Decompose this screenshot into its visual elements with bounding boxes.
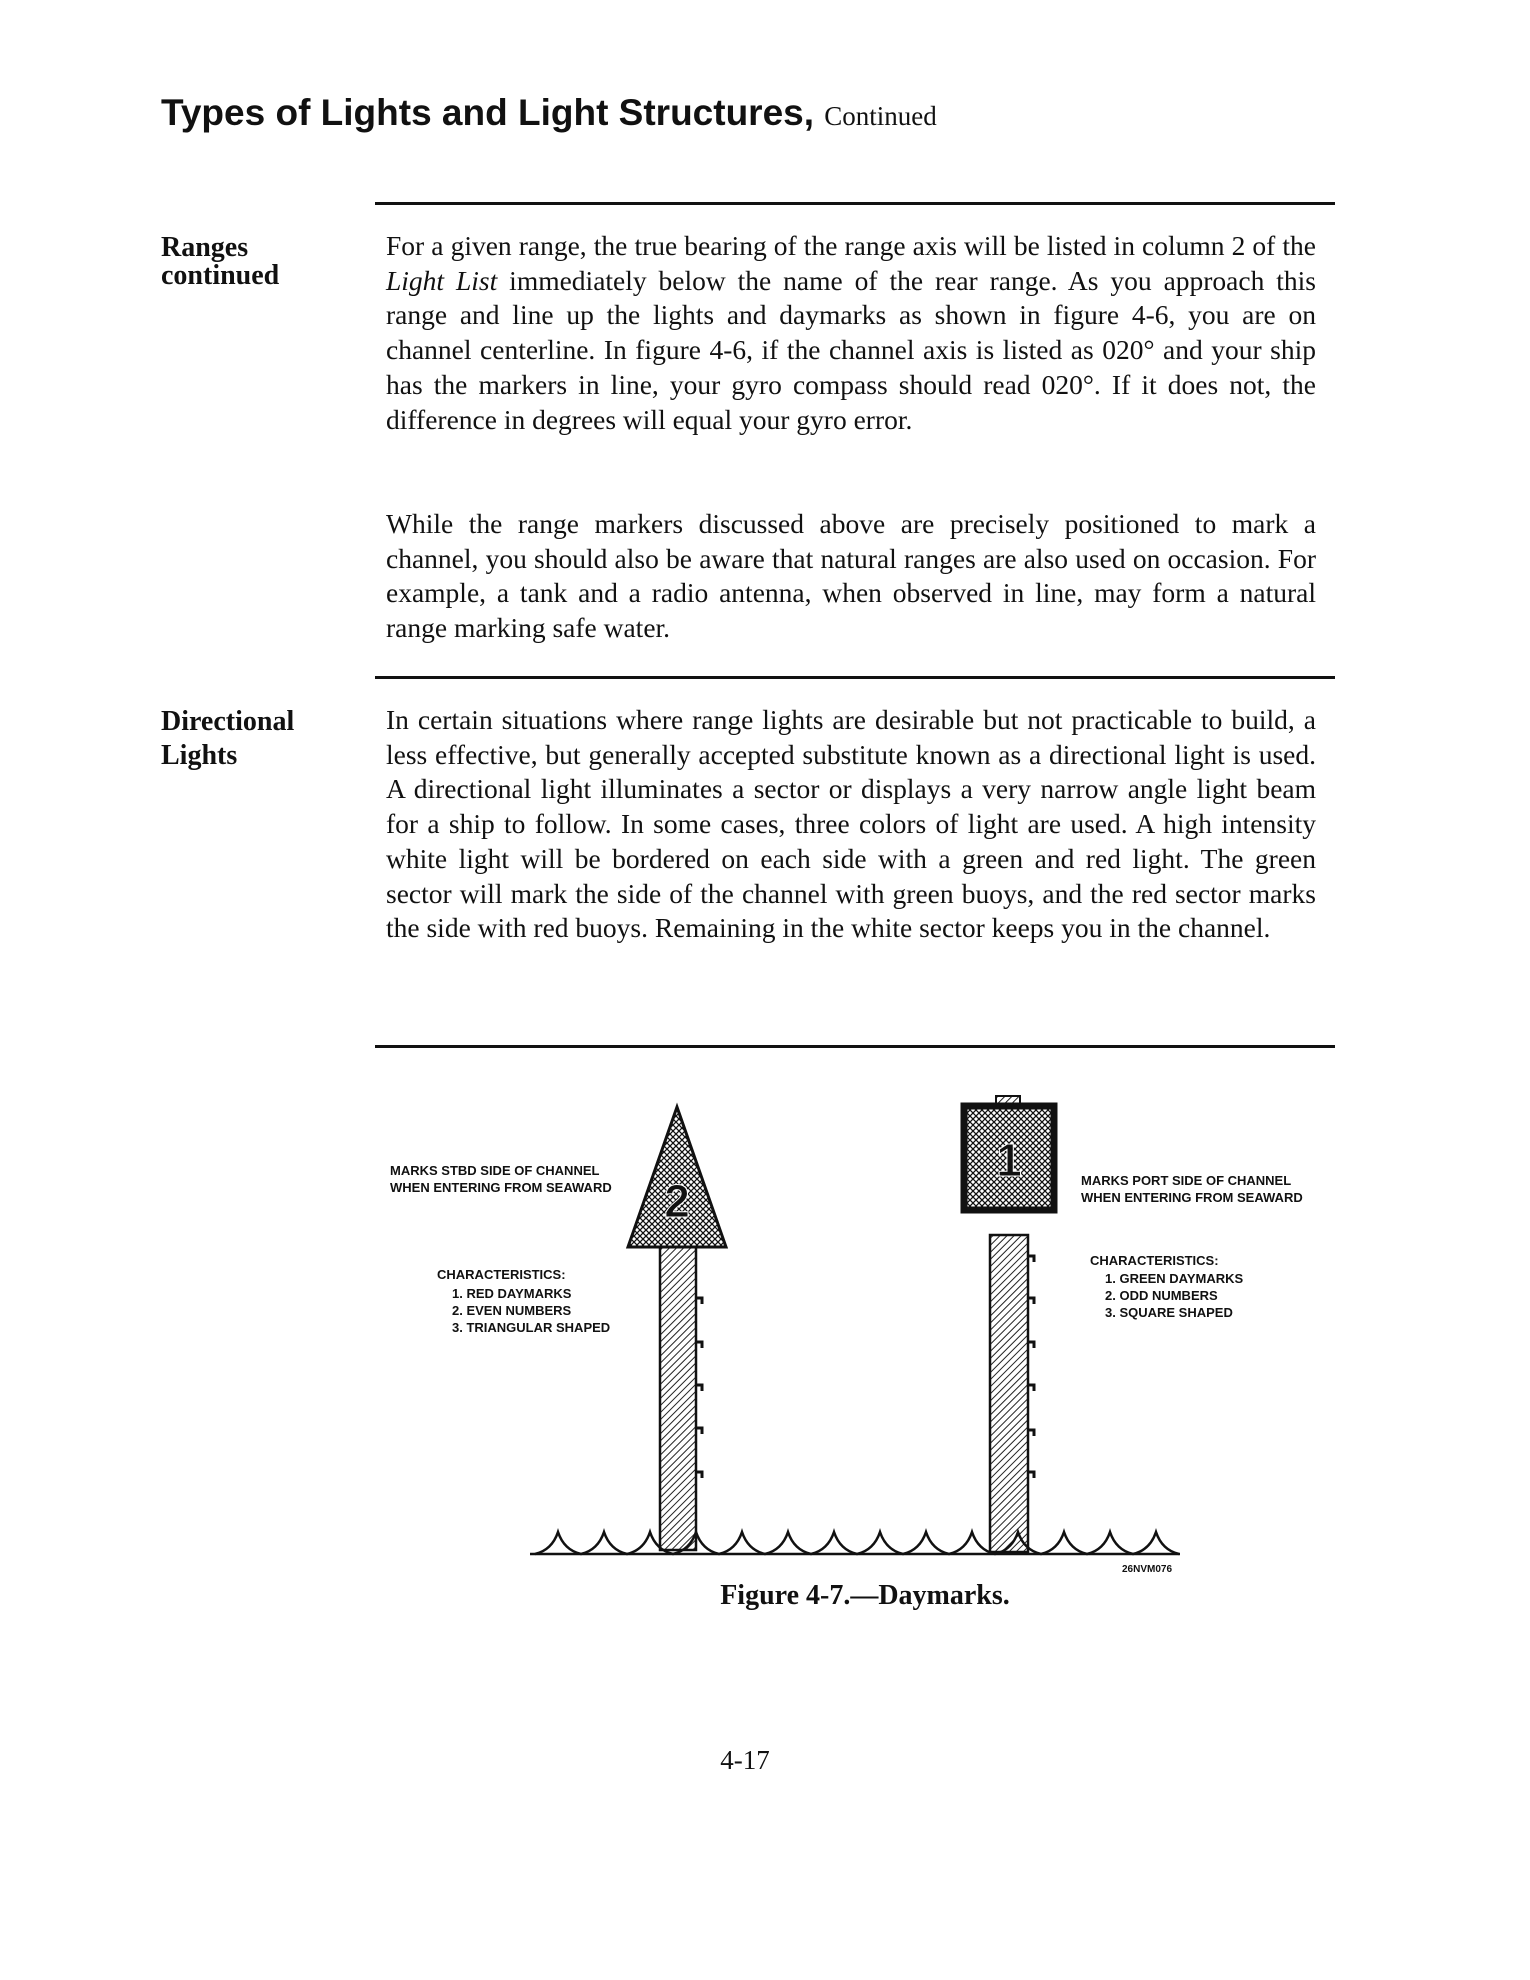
- left-label-line-2: WHEN ENTERING FROM SEAWARD: [390, 1180, 612, 1195]
- left-characteristic-1: 1. RED DAYMARKS: [452, 1286, 572, 1301]
- section-rule: [375, 1045, 1335, 1048]
- section-rule: [375, 676, 1335, 679]
- page-title-main: Types of Lights and Light Structures,: [161, 92, 815, 133]
- daymark-number-2: 2: [664, 1175, 690, 1227]
- paragraph-text: [386, 229, 1316, 437]
- side-label-line: Directional: [161, 706, 295, 737]
- side-label-line: Ranges: [161, 232, 249, 263]
- paragraph-text: While the range markers discussed above are precisely positioned to mark a channel, you should also be aware that natural ranges are also used on occasion. For example, a tank and a radio antenna, when observed in line, may form a natural range marking safe water.: [386, 508, 1316, 644]
- figure-code: 26NVM076: [1122, 1564, 1173, 1575]
- paragraph-ranges-1: [386, 229, 1316, 437]
- daymarks-illustration: [370, 1080, 1330, 1600]
- right-characteristic-3: 3. SQUARE SHAPED: [1105, 1305, 1233, 1320]
- left-characteristics-title: CHARACTERISTICS:: [437, 1267, 566, 1282]
- page-title-continued: Continued: [824, 101, 937, 131]
- daymarks-figure: [370, 1080, 1330, 1605]
- right-label-line-2: WHEN ENTERING FROM SEAWARD: [1081, 1190, 1303, 1205]
- daymark-number-1: 1: [996, 1134, 1022, 1186]
- text-segment-italic: Light List: [386, 264, 498, 296]
- side-label-line: Lights: [161, 740, 238, 771]
- side-label-directional-lights: [161, 705, 294, 773]
- paragraph-text: In certain situations where range lights are desirable but not practicable to build, a less effective, but generally accepted substitute known as a directional light is used. A directional light illuminates a sector or displays a very narrow angle light beam for a ship to follow. In some cases, three colors of light are used. A high intensity white light will be bordered on each side with a green and red light. The green sector will mark the side of the channel with green buoys, and the red sector marks the side with red buoys. Remaining in the white sector keeps you in the channel.: [386, 704, 1316, 944]
- left-characteristic-2: 2. EVEN NUMBERS: [452, 1303, 572, 1318]
- paragraph-ranges-2: [386, 507, 1316, 646]
- text-segment: For a given range, the true bearing of the range axis will be listed in column 2 of the: [386, 230, 1316, 261]
- side-label-line: continued: [161, 260, 280, 291]
- water-waves: [530, 1532, 1180, 1554]
- right-pole: [990, 1235, 1028, 1552]
- paragraph-directional: [386, 703, 1316, 946]
- section-rule: [375, 202, 1335, 205]
- right-characteristics-title: CHARACTERISTICS:: [1090, 1253, 1219, 1268]
- left-pole: [660, 1245, 696, 1550]
- page-title: [161, 92, 937, 134]
- side-label-ranges: [161, 234, 279, 290]
- text-segment: immediately below the name of the rear range. As you approach this range and line up the lights and daymarks as shown in figure 4-6, you are on channel centerline. In figure 4-6, if the channel axis is listed as 020° and your ship has the markers in line, your gyro compass should read 020°. If it does not, the difference in degrees will equal your gyro error.: [386, 264, 1316, 435]
- left-characteristic-3: 3. TRIANGULAR SHAPED: [452, 1320, 611, 1335]
- left-label-line-1: MARKS STBD SIDE OF CHANNEL: [390, 1163, 600, 1178]
- figure-caption: Figure 4-7.—Daymarks.: [720, 1580, 1010, 1611]
- right-characteristic-1: 1. GREEN DAYMARKS: [1105, 1271, 1244, 1286]
- right-label-line-1: MARKS PORT SIDE OF CHANNEL: [1081, 1173, 1292, 1188]
- page-number: 4-17: [720, 1745, 770, 1775]
- right-characteristic-2: 2. ODD NUMBERS: [1105, 1288, 1218, 1303]
